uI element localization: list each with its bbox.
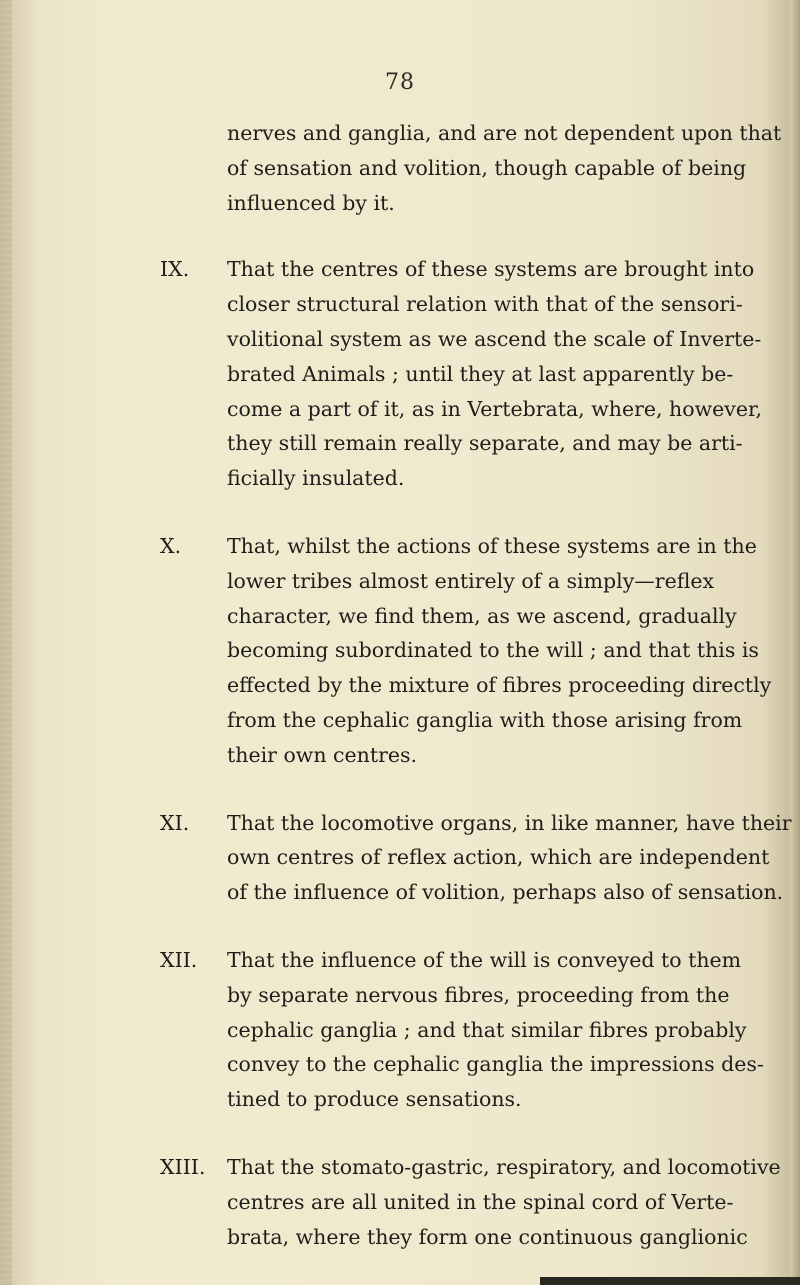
continuation-paragraph	[0, 116, 800, 220]
paragraph-xi	[0, 806, 800, 910]
text-line: That the stomato-gastric, respiratory, and locomotive	[227, 1154, 781, 1179]
text-line: tined to produce sensations.	[227, 1087, 522, 1112]
text-line: convey to the cephalic ganglia the impressions des-	[227, 1052, 764, 1077]
text-line: That the centres of these systems are brought into	[227, 257, 755, 282]
text-line: That the influence of the will is conveyed to them	[227, 947, 742, 972]
paragraph-x	[0, 529, 800, 773]
text-line: That, whilst the actions of these systems are in the	[227, 533, 757, 558]
paragraph-xii	[0, 943, 800, 1117]
paragraph-numeral: XII.	[160, 947, 198, 972]
text-line: from the cephalic ganglia with those arising from	[227, 707, 743, 732]
text-line: cephalic ganglia ; and that similar fibres probably	[227, 1017, 747, 1042]
bottom-edge-shadow	[540, 1277, 800, 1285]
text-line: effected by the mixture of fibres proceeding directly	[227, 673, 772, 698]
text-line: That the locomotive organs, in like manner, have their	[227, 810, 792, 835]
text-line: brated Animals ; until they at last apparently be-	[227, 361, 734, 386]
text-line: volitional system as we ascend the scale of Inverte-	[227, 326, 762, 351]
text-line: nerves and ganglia, and are not dependent upon that	[227, 121, 782, 145]
text-line: they still remain really separate, and may be arti-	[227, 431, 743, 456]
paragraph-numeral: IX.	[160, 257, 190, 282]
paragraph-xiii	[0, 1150, 800, 1254]
text-line: character, we find them, as we ascend, gradually	[227, 603, 737, 628]
text-line: of sensation and volition, though capable of being	[227, 155, 747, 180]
text-line: lower tribes almost entirely of a simply—reflex	[227, 568, 715, 593]
page-number: 78	[385, 70, 415, 95]
text-line: ficially insulated.	[227, 466, 405, 491]
paragraph-numeral: X.	[160, 533, 182, 558]
text-line: influenced by it.	[227, 190, 395, 215]
text-line: by separate nervous fibres, proceeding from the	[227, 982, 730, 1007]
text-line: own centres of reflex action, which are independent	[227, 845, 770, 870]
body-text	[0, 116, 800, 1254]
text-line: centres are all united in the spinal cord of Verte-	[227, 1189, 734, 1214]
text-line: of the influence of volition, perhaps also of sensation.	[227, 880, 784, 905]
text-line: their own centres.	[227, 742, 418, 767]
text-line: come a part of it, as in Vertebrata, where, however,	[227, 396, 763, 421]
text-line: becoming subordinated to the will ; and that this is	[227, 638, 759, 663]
paragraph-ix	[0, 252, 800, 496]
paragraph-numeral: XI.	[160, 810, 190, 835]
text-line: brata, where they form one continuous ganglionic	[227, 1224, 748, 1249]
text-line: closer structural relation with that of the sensori-	[227, 292, 743, 317]
paragraph-numeral: XIII.	[160, 1154, 206, 1179]
